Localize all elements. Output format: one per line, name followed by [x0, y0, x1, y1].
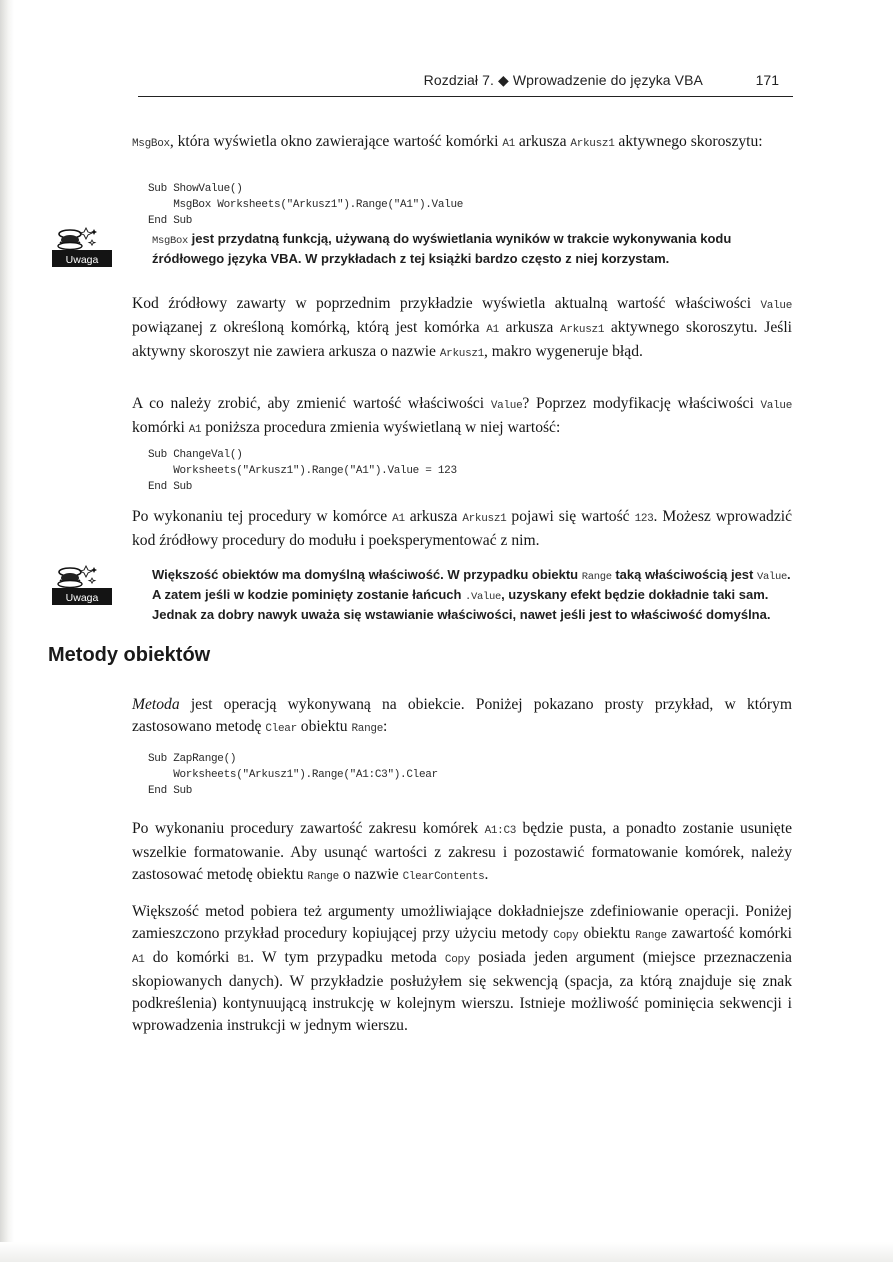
code-block-1	[148, 181, 808, 229]
inline-code: Range	[351, 723, 383, 735]
text: ? Poprzez modyfikację właściwości	[522, 395, 761, 412]
text: zawartość komórki	[666, 925, 792, 942]
note-1	[152, 230, 792, 268]
text: arkusza	[514, 133, 571, 150]
note-text: jest przydatną funkcją, używaną do wyświetlania wyników w trakcie wykonywania kodu źródłowego języka VBA. W przykładach z tej książki bardzo często z niej korzystam.	[152, 231, 732, 266]
text: powiązanej z określoną komórką, którą jest komórka	[132, 319, 487, 336]
code-listing: Sub ChangeVal() Worksheets("Arkusz1").Range("A1").Value = 123 End Sub	[148, 449, 457, 493]
uwaga-icon	[52, 226, 122, 268]
text: , uzyskany efekt będzie dokładnie taki sam. Jednak za dobry nawyk uważa się wstawianie właściwości, nawet jeśli jest to właściwość domyślna.	[152, 587, 771, 622]
inline-code: Range	[635, 930, 667, 942]
inline-code: A1	[392, 513, 405, 525]
paragraph-2	[132, 293, 792, 365]
inline-code: 123	[634, 513, 654, 525]
note-icon-1	[52, 226, 122, 268]
inline-code: Clear	[265, 723, 297, 735]
text: arkusza	[498, 319, 561, 336]
paragraph-5	[132, 694, 792, 740]
page-number: 171	[755, 72, 779, 88]
page-left-edge	[0, 0, 14, 1262]
inline-code: Arkusz1	[439, 348, 484, 360]
inline-code: A1	[486, 324, 499, 336]
inline-code: A1	[188, 424, 202, 436]
running-header	[138, 70, 793, 97]
text: , która wyświetla okno zawierające wartość komórki	[169, 133, 503, 150]
text: Po wykonaniu procedury zawartość zakresu komórek	[132, 820, 485, 837]
text: taką właściwością jest	[611, 567, 757, 582]
page-bottom-edge	[0, 1242, 893, 1262]
inline-code: Range	[307, 871, 339, 883]
text: arkusza	[404, 508, 463, 525]
inline-code: Arkusz1	[462, 513, 507, 525]
inline-code: Range	[581, 571, 612, 583]
inline-code: Value	[760, 300, 792, 312]
note-label: Uwaga	[65, 254, 99, 266]
text: Kod źródłowy zawarty w poprzednim przykładzie wyświetla aktualną wartość właściwości	[132, 295, 761, 312]
text: . W tym przypadku metoda	[250, 949, 445, 966]
inline-code: Copy	[553, 930, 579, 942]
inline-code: A1:C3	[484, 825, 517, 837]
text: Większość metod pobiera też argumenty umożliwiające dokładniejsze zdefiniowanie operacji. Poniżej zamieszczono przykład procedury kopiującej przy użyciu metody	[132, 903, 792, 942]
note-2	[152, 566, 792, 624]
code-listing: Sub ShowValue() MsgBox Worksheets("Arkusz1").Range("A1").Value End Sub	[148, 183, 464, 227]
header-title: Rozdział 7. ◆ Wprowadzenie do języka VBA	[423, 72, 703, 88]
text: obiektu	[296, 718, 352, 735]
text: Większość obiektów ma domyślną właściwość. W przypadku obiektu	[152, 567, 582, 582]
text: będzie pusta, a ponadto zostanie usunięte wszelkie formatowanie. Aby usunąć wartości z zakresu i pozostawić formatowanie komórek, należy zastosować metodę obiektu	[132, 820, 792, 883]
text: aktywnego skoroszytu. Jeśli aktywny skoroszyt nie zawiera arkusza o nazwie	[132, 319, 792, 360]
text: , makro wygeneruje błąd.	[483, 343, 643, 360]
section-heading: Metody obiektów	[48, 644, 211, 666]
inline-code: A1	[132, 954, 145, 966]
inline-code: Value	[756, 571, 787, 583]
inline-code: Arkusz1	[570, 138, 615, 150]
text: pojawi się wartość	[506, 508, 635, 525]
emphasis: Metoda	[132, 696, 180, 713]
text: . A zatem jeśli w kodzie pominięty zostanie łańcuch	[152, 567, 791, 602]
text: o nazwie	[338, 866, 403, 883]
inline-code: Value	[760, 400, 792, 412]
text: poniższa procedura zmienia wyświetlaną w niej wartość:	[201, 419, 561, 436]
inline-code: MsgBox	[152, 235, 189, 247]
text: jest operacją wykonywaną na obiekcie. Poniżej pokazano prosty przykład, w którym zastosowano metodę	[132, 696, 792, 735]
text: Po wykonaniu tej procedury w komórce	[132, 508, 393, 525]
inline-code: MsgBox	[132, 138, 170, 150]
text: posiada jeden argument (miejsce przeznaczenia skopiowanych danych). W przykładzie posłużyłem się sekwencją (spacja, za którą znajduje się znak podkreślenia) kontynuującą instrukcję w kolejnym wierszu. Istnieje możliwość pominięcia sekwencji i wprowadzenia instrukcji w jednym wierszu.	[132, 949, 792, 1034]
inline-code: Copy	[444, 954, 471, 966]
text: do komórki	[144, 949, 238, 966]
inline-code: Value	[490, 400, 523, 412]
inline-code: ClearContents	[402, 871, 485, 883]
inline-code: Arkusz1	[560, 324, 605, 336]
code-block-3	[148, 751, 808, 799]
inline-code: B1	[237, 954, 251, 966]
paragraph-7	[132, 901, 792, 1037]
paragraph-3	[132, 393, 792, 441]
uwaga-icon	[52, 564, 122, 606]
paragraph-1	[132, 131, 792, 155]
code-block-2	[148, 447, 808, 495]
text: A co należy zrobić, aby zmienić wartość właściwości	[132, 395, 491, 412]
text: . Możesz wprowadzić kod źródłowy procedury do modułu i poeksperymentować z nim.	[132, 508, 792, 549]
note-label: Uwaga	[65, 592, 99, 604]
inline-code: A1	[502, 138, 515, 150]
text: .	[484, 866, 489, 883]
text: obiektu	[578, 925, 636, 942]
inline-code: .Value	[465, 591, 502, 603]
paragraph-4	[132, 506, 792, 552]
text: :	[383, 718, 388, 735]
text: komórki	[132, 419, 189, 436]
code-listing: Sub ZapRange() Worksheets("Arkusz1").Range("A1:C3").Clear End Sub	[148, 753, 438, 797]
text: aktywnego skoroszytu:	[614, 133, 763, 150]
paragraph-6	[132, 818, 792, 888]
note-icon-2	[52, 564, 122, 606]
